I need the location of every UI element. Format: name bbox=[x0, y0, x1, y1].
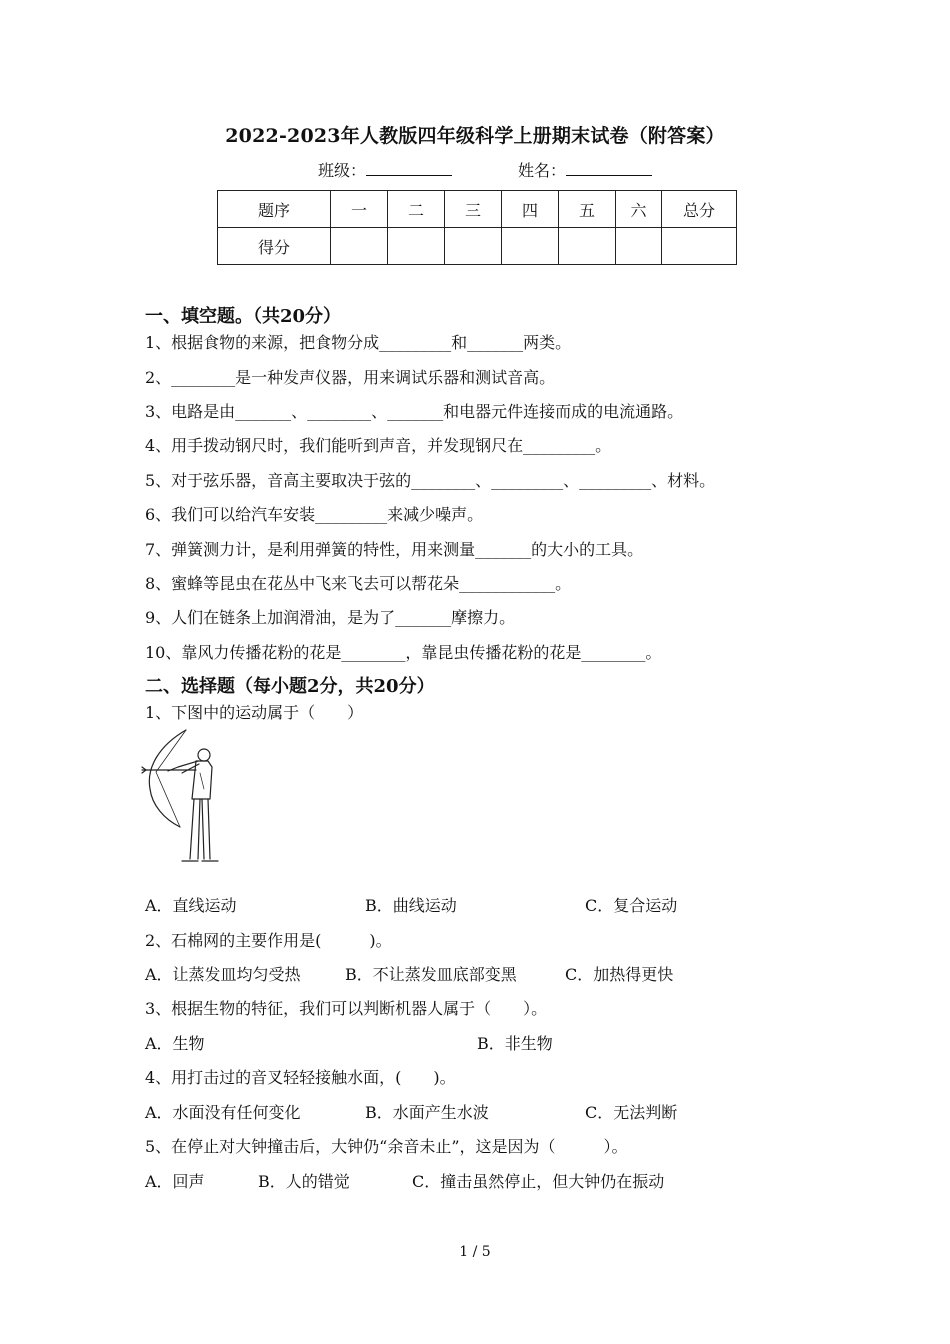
score-header-cell: 一 bbox=[331, 191, 388, 228]
score-header-cell: 二 bbox=[388, 191, 445, 228]
score-cell bbox=[388, 228, 445, 265]
q5-option-b: B．人的错觉 bbox=[258, 1172, 350, 1191]
q5-option-c: C．撞击虽然停止，但大钟仍在振动 bbox=[412, 1172, 665, 1191]
q2-option-c: C．加热得更快 bbox=[565, 965, 674, 984]
score-cell bbox=[616, 228, 662, 265]
fill-question-1: 1、根据食物的来源，把食物分成_________和_______两类。 bbox=[145, 333, 572, 352]
fill-question-2: 2、________是一种发声仪器，用来调试乐器和测试音高。 bbox=[145, 368, 556, 387]
q3-option-b: B．非生物 bbox=[477, 1034, 553, 1053]
score-header-cell: 六 bbox=[616, 191, 662, 228]
archer-illustration bbox=[138, 727, 224, 867]
score-header-cell: 四 bbox=[502, 191, 559, 228]
exam-title: 2022-2023年人教版四年级科学上册期末试卷（附答案） bbox=[225, 125, 725, 147]
score-table-header-row bbox=[218, 191, 737, 228]
q2-option-b: B．不让蒸发皿底部变黑 bbox=[345, 965, 517, 984]
q4-option-c: C．无法判断 bbox=[585, 1103, 678, 1122]
fill-question-3: 3、电路是由_______、________、_______和电器元件连接而成的电流通路。 bbox=[145, 402, 684, 421]
score-table-score-row bbox=[218, 228, 737, 265]
score-header-cell: 题序 bbox=[218, 191, 331, 228]
q1-option-b: B．曲线运动 bbox=[365, 896, 457, 915]
fill-question-4: 4、用手拨动钢尺时，我们能听到声音，并发现钢尺在_________。 bbox=[145, 436, 612, 455]
name-blank bbox=[566, 159, 652, 176]
score-table bbox=[217, 190, 737, 265]
score-header-cell: 总分 bbox=[662, 191, 737, 228]
name-field bbox=[518, 158, 652, 181]
score-cell bbox=[502, 228, 559, 265]
q3-option-a: A．生物 bbox=[145, 1034, 205, 1053]
fill-question-9: 9、人们在链条上加润滑油，是为了_______摩擦力。 bbox=[145, 608, 516, 627]
score-cell bbox=[331, 228, 388, 265]
choice-question-3: 3、根据生物的特征，我们可以判断机器人属于（ ）。 bbox=[145, 999, 548, 1018]
section2-heading: 二、选择题（每小题2分，共20分） bbox=[145, 676, 435, 697]
fill-question-10: 10、靠风力传播花粉的花是________，靠昆虫传播花粉的花是________。 bbox=[145, 643, 662, 662]
score-cell bbox=[662, 228, 737, 265]
score-row-label: 得分 bbox=[218, 228, 331, 265]
name-label: 姓名： bbox=[518, 161, 567, 180]
class-field bbox=[318, 158, 452, 181]
q5-option-a: A．回声 bbox=[145, 1172, 205, 1191]
q2-option-a: A．让蒸发皿均匀受热 bbox=[145, 965, 301, 984]
score-header-cell: 三 bbox=[445, 191, 502, 228]
score-header-cell: 五 bbox=[559, 191, 616, 228]
class-blank bbox=[366, 159, 452, 176]
class-label: 班级： bbox=[318, 161, 367, 180]
q1-option-a: A．直线运动 bbox=[145, 896, 237, 915]
fill-question-8: 8、蜜蜂等昆虫在花丛中飞来飞去可以帮花朵____________。 bbox=[145, 574, 572, 593]
section1-heading: 一、填空题。（共20分） bbox=[145, 306, 342, 327]
choice-question-1: 1、下图中的运动属于（ ） bbox=[145, 703, 364, 722]
choice-question-5: 5、在停止对大钟撞击后，大钟仍“余音未止”，这是因为（ ）。 bbox=[145, 1137, 628, 1156]
choice-question-4: 4、用打击过的音叉轻轻接触水面，( )。 bbox=[145, 1068, 456, 1087]
fill-question-7: 7、弹簧测力计，是利用弹簧的特性，用来测量_______的大小的工具。 bbox=[145, 540, 644, 559]
choice-question-2: 2、石棉网的主要作用是( )。 bbox=[145, 931, 392, 950]
score-cell bbox=[445, 228, 502, 265]
q1-option-c: C．复合运动 bbox=[585, 896, 678, 915]
score-cell bbox=[559, 228, 616, 265]
q4-option-a: A．水面没有任何变化 bbox=[145, 1103, 301, 1122]
page-number: 1 / 5 bbox=[459, 1244, 491, 1260]
fill-question-5: 5、对于弦乐器，音高主要取决于弦的________、_________、_________、材料。 bbox=[145, 471, 716, 490]
fill-question-6: 6、我们可以给汽车安装_________来减少噪声。 bbox=[145, 505, 484, 524]
q4-option-b: B．水面产生水波 bbox=[365, 1103, 489, 1122]
